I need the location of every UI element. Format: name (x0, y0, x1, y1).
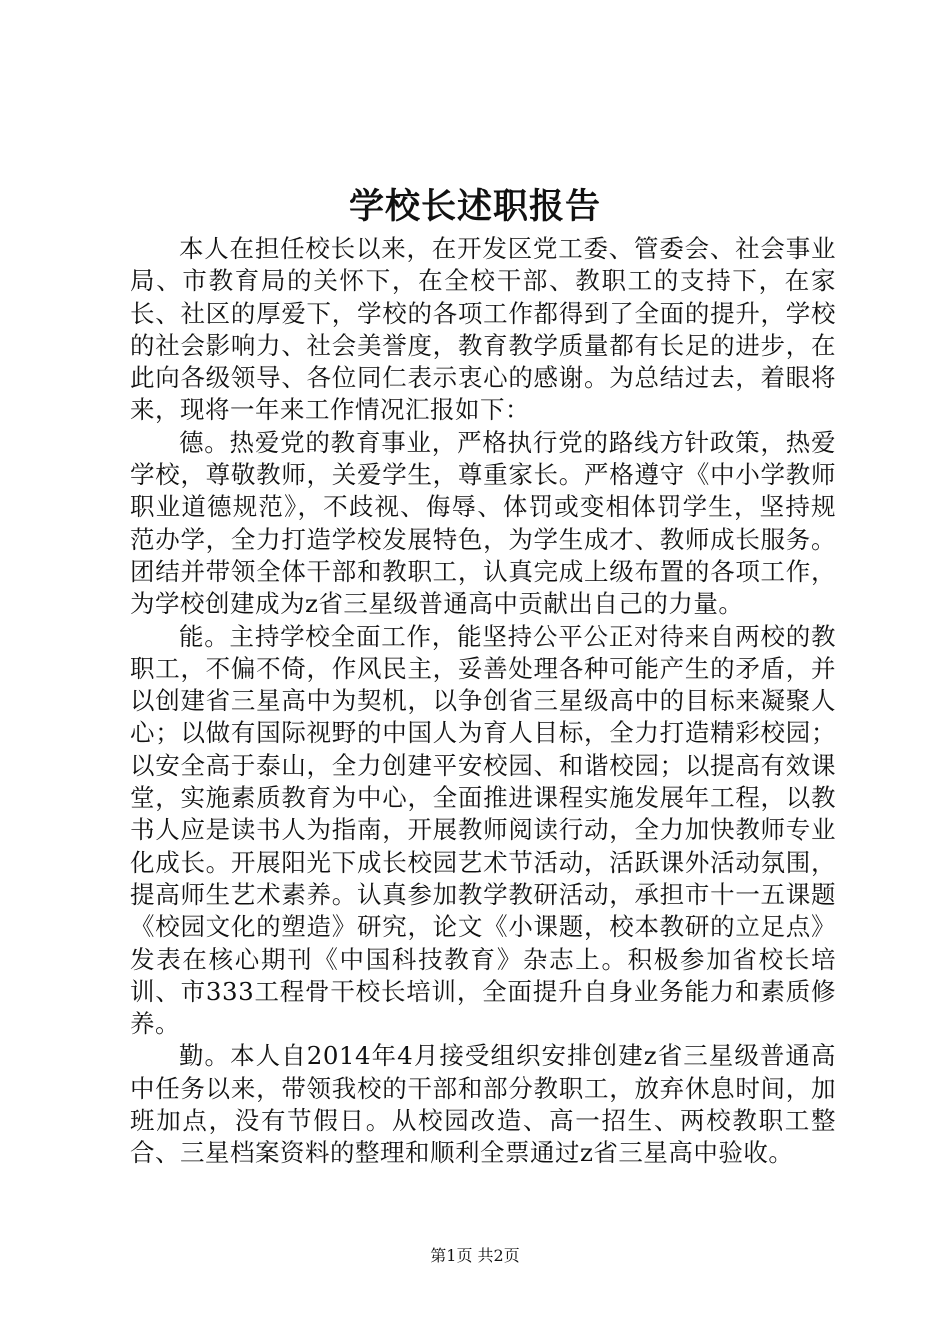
paragraph-diligence: 勤。本人自2014年4月接受组织安排创建z省三星级普通高中任务以来，带领我校的干部和部分教职工，放弃休息时间，加班加点，没有节假日。从校园改造、高一招生、两校教职工整合、三星档案资料的整理和顺利全票通过z省三星高中验收。 (130, 1041, 836, 1168)
page-footer: 第1页 共2页 (430, 1246, 520, 1265)
document-body (130, 233, 836, 1170)
document-title: 学校长述职报告 (348, 186, 601, 227)
paragraph-virtue: 德。热爱党的教育事业，严格执行党的路线方针政策，热爱学校，尊敬教师，关爱学生，尊重家长。严格遵守《中小学教师职业道德规范》，不歧视、侮辱、体罚或变相体罚学生，坚持规范办学，全力打造学校发展特色，为学生成才、教师成长服务。团结并带领全体干部和教职工，认真完成上级布置的各项工作，为学校创建成为z省三星级普通高中贡献出自己的力量。 (130, 427, 836, 619)
paragraph-ability: 能。主持学校全面工作，能坚持公平公正对待来自两校的教职工，不偏不倚，作风民主，妥善处理各种可能产生的矛盾，并以创建省三星高中为契机，以争创省三星级高中的目标来凝聚人心；以做有国际视野的中国人为育人目标，全力打造精彩校园；以安全高于泰山，全力创建平安校园、和谐校园；以提高有效课堂，实施素质教育为中心，全面推进课程实施发展年工程，以教书人应是读书人为指南，开展教师阅读行动，全力加快教师专业化成长。开展阳光下成长校园艺术节活动，活跃课外活动氛围，提高师生艺术素养。认真参加教学教研活动，承担市十一五课题《校园文化的塑造》研究，论文《小课题，校本教研的立足点》发表在核心期刊《中国科技教育》杂志上。积极参加省校长培训、市333工程骨干校长培训，全面提升自身业务能力和素质修养。 (130, 621, 836, 1039)
paragraph-intro: 本人在担任校长以来，在开发区党工委、管委会、社会事业局、市教育局的关怀下，在全校干部、教职工的支持下，在家长、社区的厚爱下，学校的各项工作都得到了全面的提升，学校的社会影响力、社会美誉度，教育教学质量都有长足的进步，在此向各级领导、各位同仁表示衷心的感谢。为总结过去，着眼将来，现将一年来工作情况汇报如下： (130, 234, 836, 425)
